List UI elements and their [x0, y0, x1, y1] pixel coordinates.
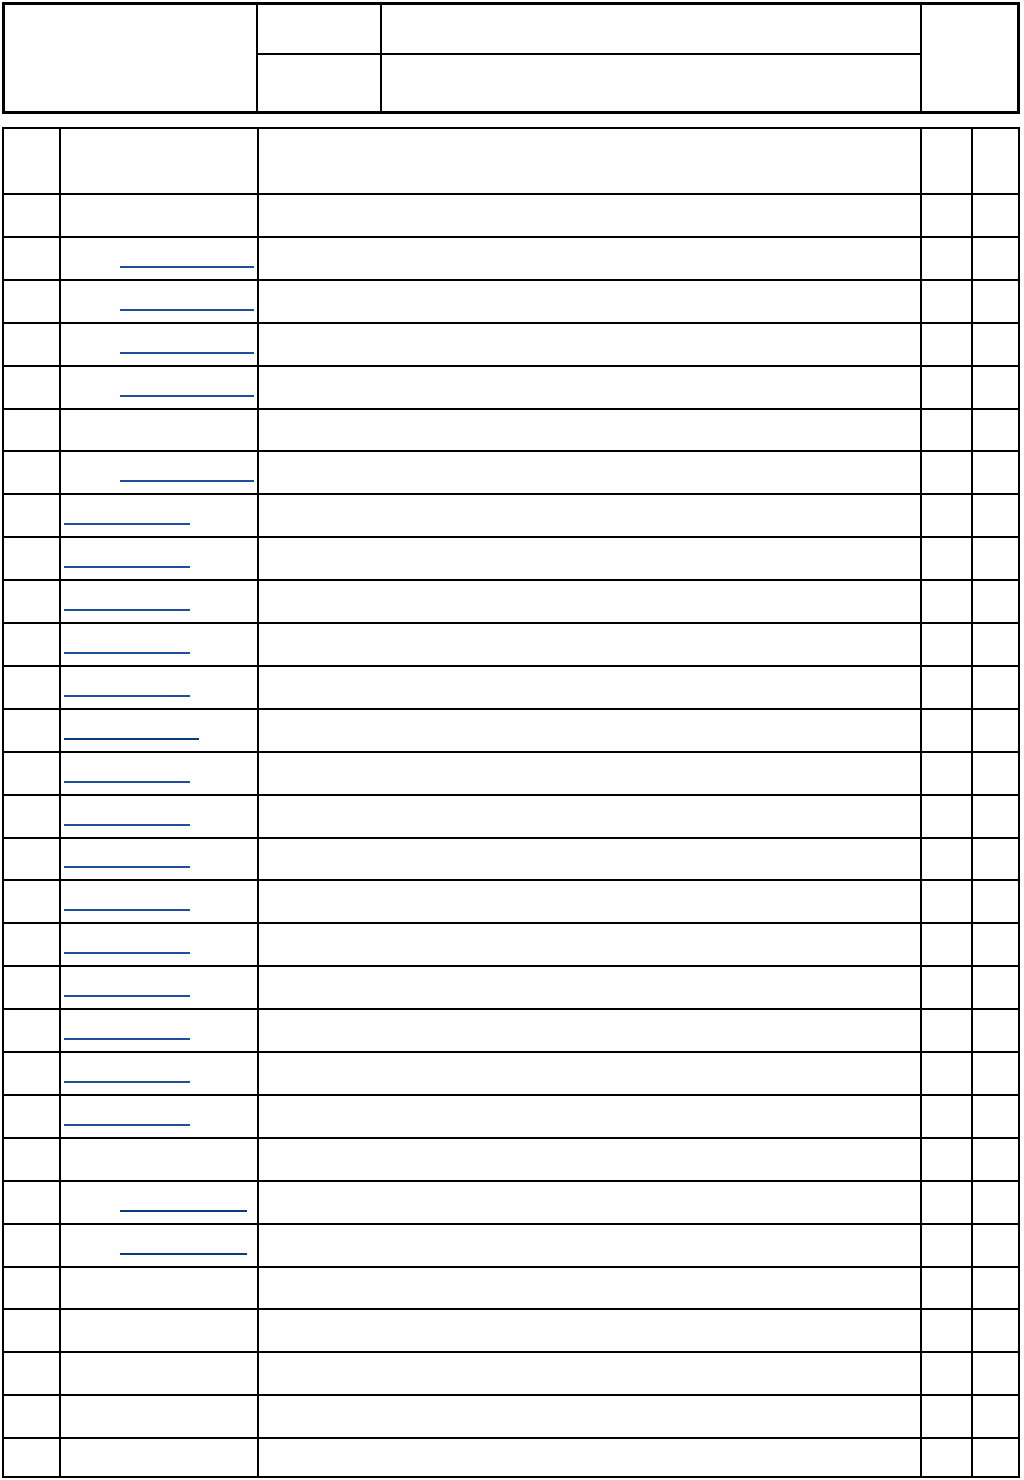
section-link[interactable]	[64, 1081, 190, 1083]
column-divider	[920, 129, 922, 1476]
row-divider	[4, 365, 1018, 367]
row-divider	[4, 837, 1018, 839]
row-divider	[4, 279, 1018, 281]
row-divider	[4, 794, 1018, 796]
row-divider	[4, 408, 1018, 410]
row-divider	[4, 751, 1018, 753]
row-divider	[4, 579, 1018, 581]
row-divider	[4, 493, 1018, 495]
section-link[interactable]	[120, 1253, 247, 1255]
section-link[interactable]	[120, 266, 254, 268]
field2-value-cell	[382, 55, 922, 111]
section-link[interactable]	[120, 1210, 247, 1212]
row-divider	[4, 1394, 1018, 1396]
row-divider	[4, 1051, 1018, 1053]
section-link[interactable]	[120, 480, 254, 482]
row-divider	[4, 1351, 1018, 1353]
section-link[interactable]	[64, 952, 190, 954]
row-divider	[4, 1137, 1018, 1139]
section-link[interactable]	[120, 309, 254, 311]
section-link[interactable]	[64, 695, 190, 697]
row-divider	[4, 1180, 1018, 1182]
field1-value-cell	[382, 5, 922, 55]
section-link[interactable]	[64, 1038, 190, 1040]
row-divider	[4, 450, 1018, 452]
section-link[interactable]	[64, 652, 190, 654]
section-link[interactable]	[64, 995, 190, 997]
section-link[interactable]	[64, 609, 190, 611]
row-divider	[4, 536, 1018, 538]
section-link[interactable]	[120, 395, 254, 397]
column-divider	[257, 129, 259, 1476]
row-divider	[4, 1308, 1018, 1310]
header-row-divider	[4, 193, 1018, 195]
row-divider	[4, 965, 1018, 967]
section-link[interactable]	[64, 1124, 190, 1126]
row-divider	[4, 1266, 1018, 1268]
section-link[interactable]	[64, 781, 190, 783]
row-divider	[4, 922, 1018, 924]
section-link[interactable]	[64, 909, 190, 911]
logo-cell	[5, 5, 258, 111]
index-table	[2, 127, 1020, 1478]
page-number-cell	[922, 5, 1017, 111]
row-divider	[4, 1094, 1018, 1096]
row-divider	[4, 1223, 1018, 1225]
section-link[interactable]	[64, 566, 190, 568]
field1-label-cell	[258, 5, 382, 55]
section-link[interactable]	[120, 352, 254, 354]
row-divider	[4, 236, 1018, 238]
row-divider	[4, 1008, 1018, 1010]
row-divider	[4, 1437, 1018, 1439]
section-link[interactable]	[64, 523, 190, 525]
row-divider	[4, 622, 1018, 624]
column-divider	[971, 129, 973, 1476]
column-divider	[59, 129, 61, 1476]
row-divider	[4, 879, 1018, 881]
document-header	[2, 2, 1020, 114]
section-link[interactable]	[64, 738, 199, 740]
field2-label-cell	[258, 55, 382, 111]
row-divider	[4, 322, 1018, 324]
section-link[interactable]	[64, 866, 190, 868]
section-link[interactable]	[64, 824, 190, 826]
row-divider	[4, 665, 1018, 667]
row-divider	[4, 708, 1018, 710]
